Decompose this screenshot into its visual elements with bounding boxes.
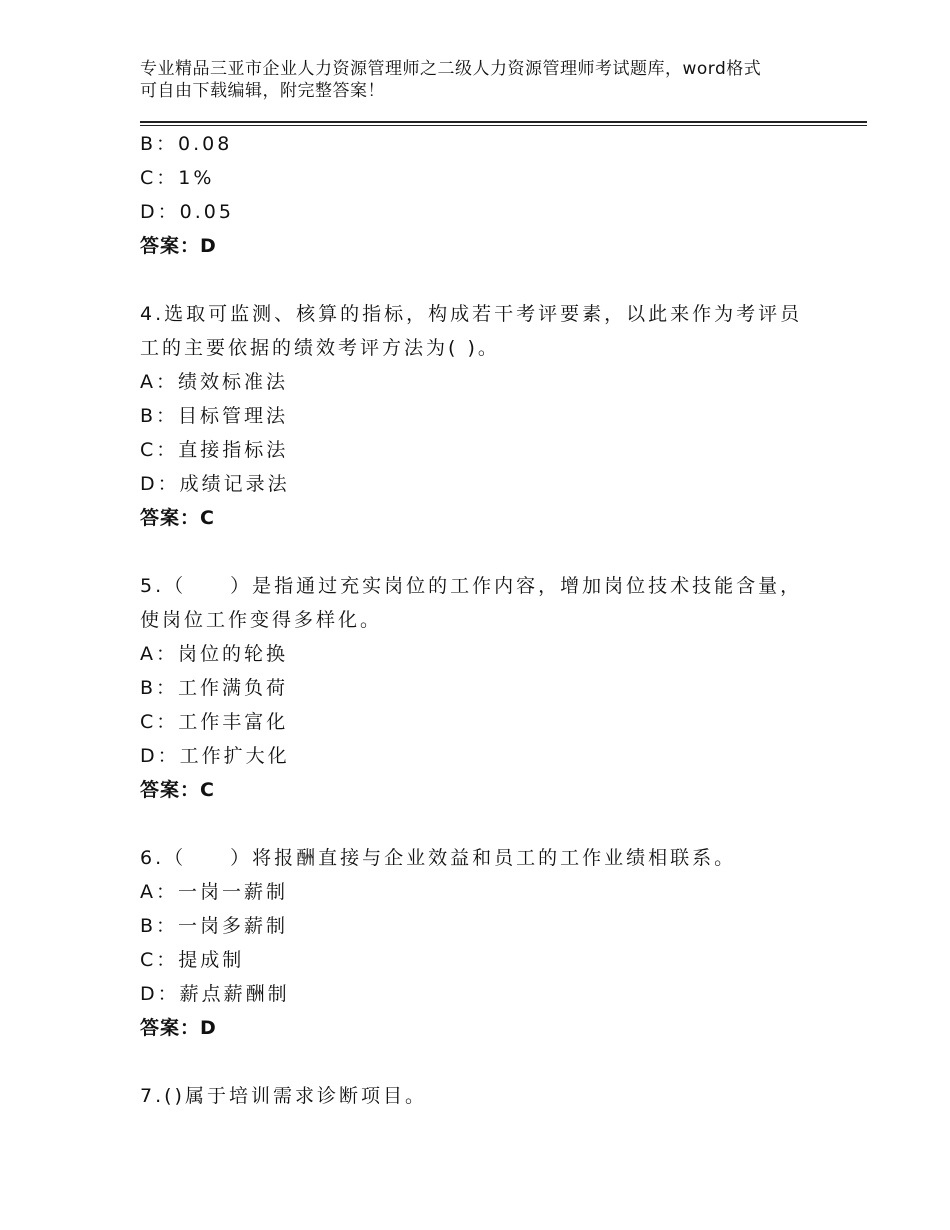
header-line-1: 专业精品三亚市企业人力资源管理师之二级人力资源管理师考试题库，word格式 (140, 59, 762, 79)
option-c: C：直接指标法 (140, 439, 289, 461)
header-rule-thick (140, 121, 867, 123)
spacer (140, 263, 840, 297)
question-7 (140, 1079, 840, 1113)
question-stem: 6.（ ）将报酬直接与企业效益和员工的工作业绩相联系。 (140, 847, 737, 869)
option-c: C：1% (140, 167, 215, 189)
question-stem: 4.选取可监测、核算的指标，构成若干考评要素，以此来作为考评员 (140, 303, 803, 325)
option-b: B：工作满负荷 (140, 677, 289, 699)
option-c: C：提成制 (140, 949, 245, 971)
option-a: A：一岗一薪制 (140, 881, 288, 903)
option-b: B：一岗多薪制 (140, 915, 289, 937)
spacer (140, 535, 840, 569)
question-stem: 5.（ ）是指通过充实岗位的工作内容，增加岗位技术技能含量， (140, 575, 803, 597)
option-c: C：工作丰富化 (140, 711, 289, 733)
answer: 答案：D (140, 235, 217, 257)
question-stem: 使岗位工作变得多样化。 (140, 609, 383, 631)
option-d: D：工作扩大化 (140, 745, 290, 767)
spacer (140, 1045, 840, 1079)
question-6 (140, 841, 840, 1045)
question-stem: 工的主要依据的绩效考评方法为( )。 (140, 337, 500, 359)
option-b: B：目标管理法 (140, 405, 289, 427)
question-3-tail (140, 127, 840, 263)
document-header (140, 58, 840, 102)
question-4 (140, 297, 840, 535)
question-list (140, 127, 840, 1113)
header-line-2: 可自由下载编辑，附完整答案！ (140, 81, 385, 101)
question-5 (140, 569, 840, 807)
answer: 答案：C (140, 507, 215, 529)
answer: 答案：D (140, 1017, 217, 1039)
question-stem: 7.()属于培训需求诊断项目。 (140, 1085, 427, 1107)
spacer (140, 807, 840, 841)
header-rule-thin (140, 125, 867, 126)
option-a: A：岗位的轮换 (140, 643, 288, 665)
answer: 答案：C (140, 779, 215, 801)
option-d: D：0.05 (140, 201, 234, 223)
option-d: D：成绩记录法 (140, 473, 290, 495)
option-d: D：薪点薪酬制 (140, 983, 290, 1005)
option-a: A：绩效标准法 (140, 371, 288, 393)
option-b: B：0.08 (140, 133, 233, 155)
